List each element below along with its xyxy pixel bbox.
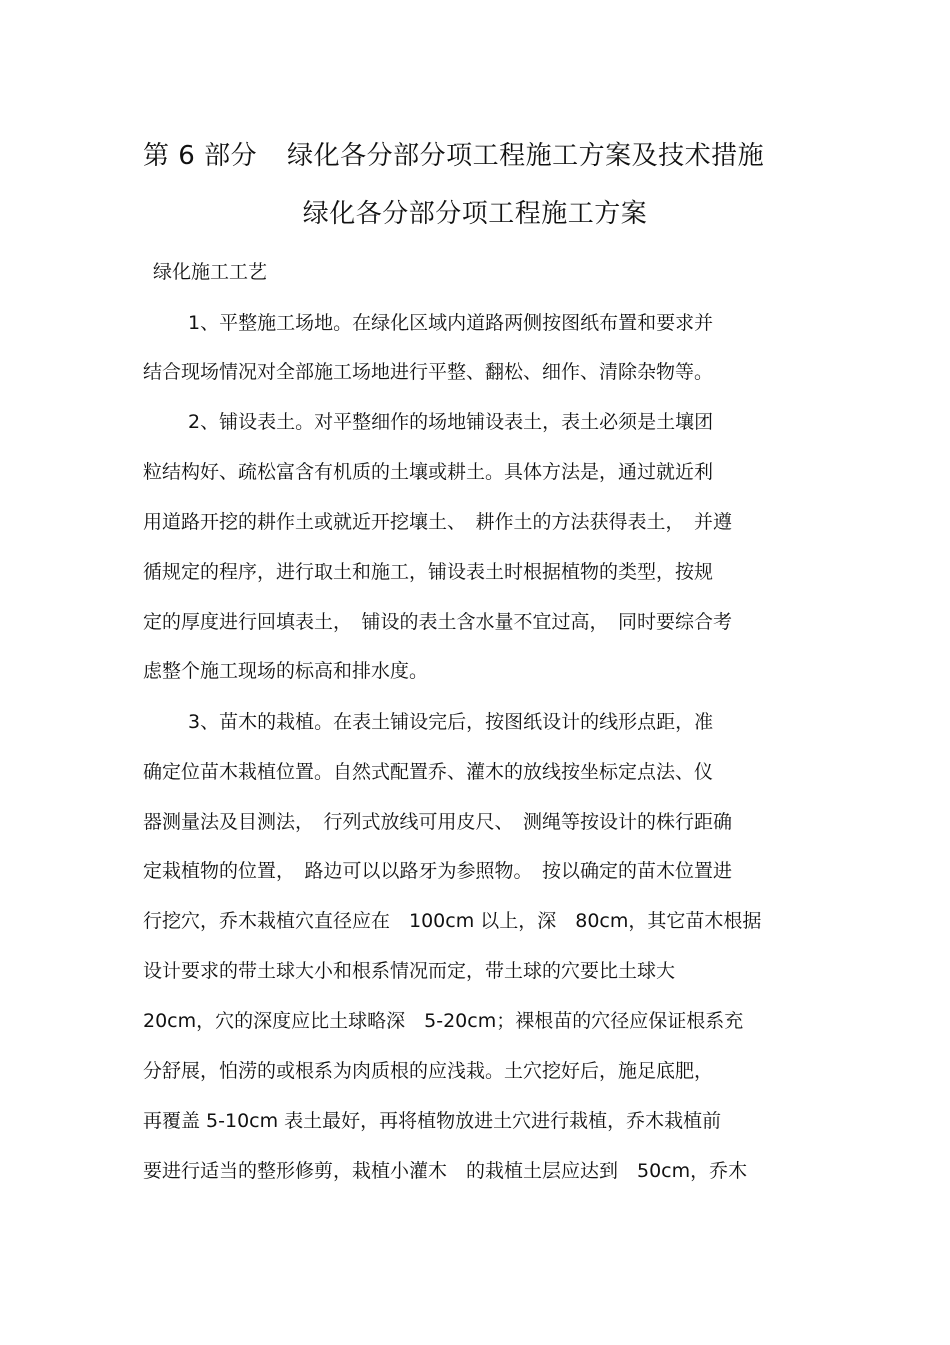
document-title <box>143 138 764 174</box>
paragraph-line: 结合现场情况对全部施工场地进行平整、翻松、细作、清除杂物等。 <box>143 361 714 383</box>
paragraph-line: 20cm，穴的深度应比土球略深 5-20cm；裸根苗的穴径应保证根系充 <box>143 1010 744 1032</box>
paragraph-line: 定的厚度进行回填表土， 铺设的表土含水量不宜过高， 同时要综合考 <box>143 611 733 633</box>
paragraph-line: 设计要求的带土球大小和根系情况而定，带土球的穴要比土球大 <box>143 960 676 982</box>
paragraph-line: 行挖穴，乔木栽植穴直径应在 100cm 以上，深 80cm，其它苗木根据 <box>143 910 762 932</box>
paragraph-line: 用道路开挖的耕作土或就近开挖壤土、 耕作土的方法获得表土， 并遵 <box>143 511 733 533</box>
paragraph-line: 1、平整施工场地。在绿化区域内道路两侧按图纸布置和要求并 <box>188 312 714 334</box>
paragraph-line: 确定位苗木栽植位置。自然式配置乔、灌木的放线按坐标定点法、仪 <box>143 761 714 783</box>
section-heading: 绿化施工工艺 <box>153 261 268 283</box>
part-title: 绿化各分部分项工程施工方案及技术措施 <box>287 141 765 171</box>
paragraph-line: 循规定的程序，进行取土和施工，铺设表土时根据植物的类型，按规 <box>143 561 714 583</box>
paragraph-line: 3、苗木的栽植。在表土铺设完后，按图纸设计的线形点距，准 <box>188 711 714 733</box>
paragraph-line: 再覆盖 5-10cm 表土最好，再将植物放进土穴进行栽植，乔木栽植前 <box>143 1110 722 1132</box>
paragraph-line: 分舒展，怕涝的或根系为肉质根的应浅栽。土穴挖好后，施足底肥， <box>143 1060 714 1082</box>
paragraph-line: 2、铺设表土。对平整细作的场地铺设表土，表土必须是土壤团 <box>188 411 714 433</box>
paragraph-line: 粒结构好、疏松富含有机质的土壤或耕土。具体方法是，通过就近利 <box>143 461 714 483</box>
paragraph-line: 定栽植物的位置， 路边可以以路牙为参照物。 按以确定的苗木位置进 <box>143 860 733 882</box>
paragraph-line: 要进行适当的整形修剪，栽植小灌木 的栽植土层应达到 50cm，乔木 <box>143 1160 748 1182</box>
document-subtitle: 绿化各分部分项工程施工方案 <box>302 199 648 229</box>
part-number: 第 6 部分 <box>143 141 258 171</box>
paragraph-line: 器测量法及目测法， 行列式放线可用皮尺、 测绳等按设计的株行距确 <box>143 811 733 833</box>
paragraph-line: 虑整个施工现场的标高和排水度。 <box>143 660 429 682</box>
